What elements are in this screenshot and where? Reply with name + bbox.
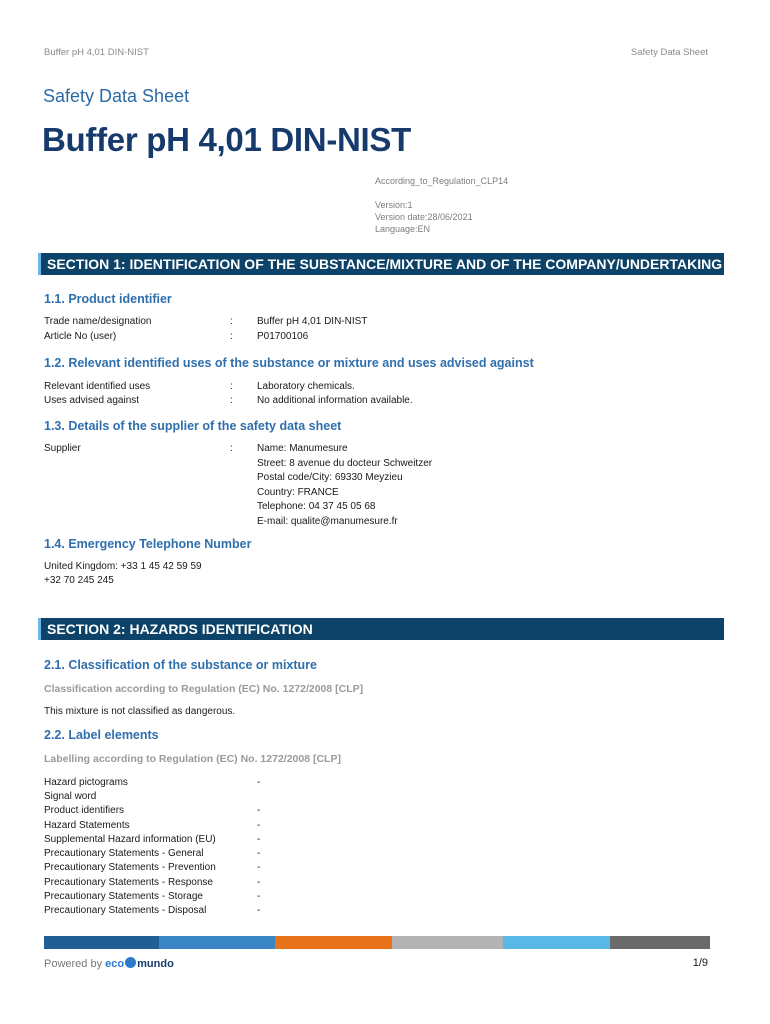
row-value: -: [257, 891, 261, 902]
table-row: [44, 315, 724, 329]
page-number: 1/9: [692, 957, 708, 969]
table-row: [44, 380, 724, 394]
section-1-header: SECTION 1: IDENTIFICATION OF THE SUBSTANCE/MIXTURE AND OF THE COMPANY/UNDERTAKING: [38, 253, 724, 275]
row-key: Precautionary Statements - Response: [44, 877, 213, 888]
row-value: -: [257, 905, 261, 916]
table-row: [44, 394, 724, 408]
language: Language:EN: [375, 224, 431, 234]
row-separator: :: [230, 381, 233, 392]
row-separator: :: [230, 395, 233, 406]
table-row: [44, 819, 724, 833]
row-value: Laboratory chemicals.: [257, 381, 355, 392]
row-separator: :: [230, 316, 233, 327]
row-key: Precautionary Statements - Storage: [44, 891, 203, 902]
classification-text: This mixture is not classified as dangerous.: [44, 706, 236, 717]
strip-segment: [44, 936, 159, 949]
supplier-details: [257, 442, 432, 529]
row-value: -: [257, 834, 261, 845]
section-2-header: SECTION 2: HAZARDS IDENTIFICATION: [38, 618, 724, 640]
row-value: Buffer pH 4,01 DIN-NIST: [257, 316, 368, 327]
table-row: [44, 890, 724, 904]
row-value: -: [257, 877, 261, 888]
heading-2-1: 2.1. Classification of the substance or mixture: [44, 658, 317, 672]
strip-segment: [503, 936, 610, 949]
row-key: Article No (user): [44, 331, 117, 342]
table-row: [44, 790, 724, 804]
table-row: [44, 876, 724, 890]
header-product-name: Buffer pH 4,01 DIN-NIST: [44, 47, 149, 58]
row-key: Precautionary Statements - General: [44, 848, 204, 859]
row-key: Signal word: [44, 791, 97, 802]
emergency-uk: United Kingdom: +33 1 45 42 59 59: [44, 561, 202, 572]
version-date: Version date:28/06/2021: [375, 212, 473, 222]
strip-segment: [159, 936, 275, 949]
strip-segment: [610, 936, 710, 949]
heading-2-2: 2.2. Label elements: [44, 728, 159, 742]
table-row: [44, 847, 724, 861]
document-type: Safety Data Sheet: [43, 86, 190, 106]
row-value: P01700106: [257, 331, 309, 342]
globe-icon: [125, 957, 136, 968]
emergency-numbers: [44, 560, 202, 588]
row-separator: :: [230, 443, 233, 454]
row-value: -: [257, 820, 261, 831]
strip-segment: [275, 936, 392, 949]
powered-by-label: Powered by: [44, 958, 103, 970]
row-key: Product identifiers: [44, 805, 125, 816]
brand-eco: eco: [105, 958, 125, 970]
footer-color-strip: [44, 936, 710, 949]
table-row: [44, 861, 724, 875]
subheading-2-1: Classification according to Regulation (EC) No. 1272/2008 [CLP]: [44, 683, 364, 695]
row-separator: :: [230, 331, 233, 342]
table-row: [44, 904, 724, 918]
row-key: Hazard Statements: [44, 820, 130, 831]
subheading-2-2: Labelling according to Regulation (EC) No. 1272/2008 [CLP]: [44, 753, 341, 765]
supplier-telephone: Telephone: 04 37 45 05 68: [257, 501, 376, 512]
powered-by-logo: [44, 957, 174, 970]
strip-segment: [392, 936, 503, 949]
header-doc-type: Safety Data Sheet: [630, 47, 708, 58]
table-row: [44, 776, 724, 790]
emergency-alt: +32 70 245 245: [44, 575, 114, 586]
row-key: Hazard pictograms: [44, 777, 128, 788]
row-key: Uses advised against: [44, 395, 140, 406]
heading-1-2: 1.2. Relevant identified uses of the substance or mixture and uses advised against: [44, 356, 534, 370]
row-value: No additional information available.: [257, 395, 413, 406]
row-key: Precautionary Statements - Disposal: [44, 905, 207, 916]
supplier-street: Street: 8 avenue du docteur Schweitzer: [257, 457, 433, 469]
supplier-name: Name: Manumesure: [257, 443, 348, 454]
row-key: Supplier: [44, 443, 81, 454]
row-key: Relevant identified uses: [44, 381, 151, 392]
row-value: -: [257, 805, 261, 816]
heading-1-3: 1.3. Details of the supplier of the safety data sheet: [44, 419, 342, 433]
supplier-country: Country: FRANCE: [257, 486, 339, 498]
row-key: Supplemental Hazard information (EU): [44, 834, 216, 845]
product-title: Buffer pH 4,01 DIN-NIST: [42, 121, 411, 158]
heading-1-4: 1.4. Emergency Telephone Number: [44, 537, 252, 551]
row-key: Trade name/designation: [44, 316, 152, 327]
table-row: [44, 330, 724, 344]
regulation-ref: According_to_Regulation_CLP14: [375, 176, 509, 186]
row-value: -: [257, 848, 261, 859]
table-row: [44, 804, 724, 818]
version: Version:1: [375, 200, 413, 210]
supplier-city: Postal code/City: 69330 Meyzieu: [257, 472, 403, 483]
supplier-email[interactable]: E-mail: qualite@manumesure.fr: [257, 515, 398, 527]
heading-1-1: 1.1. Product identifier: [44, 292, 172, 306]
table-row: [44, 833, 724, 847]
version-block: [375, 199, 473, 235]
brand-mundo: mundo: [137, 958, 174, 970]
row-value: -: [257, 862, 261, 873]
row-key: Precautionary Statements - Prevention: [44, 862, 216, 873]
row-value: -: [257, 777, 261, 788]
